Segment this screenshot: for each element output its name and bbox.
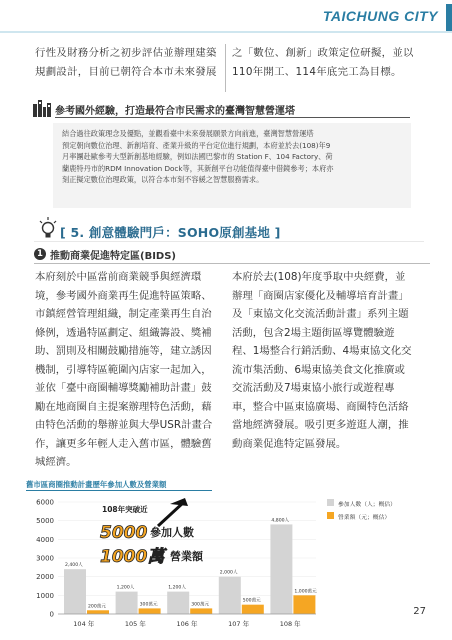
top-text-right-line: 110年開工、114年底完工為目標。: [232, 66, 402, 78]
y-tick-label: 6000: [36, 498, 54, 507]
header-accent-bar: [446, 4, 452, 32]
top-text-left: [35, 44, 223, 82]
right-line: 本府於去(108)年度爭取中央經費，並: [232, 271, 406, 283]
bar-chart: [20, 496, 320, 634]
right-line: 動商業促進特定區發展。: [232, 437, 347, 450]
section-title: [ 5. 創意體驗門戶：SOHO原創基地 ]: [60, 225, 281, 240]
legend-swatch-people: [327, 499, 334, 506]
right-line: 車，整合中區東協廣場、商圈特色活絡: [232, 400, 409, 413]
page-number: 27: [413, 606, 426, 617]
x-tick-label: 106 年: [176, 620, 198, 628]
legend-swatch-revenue: [327, 512, 334, 519]
y-tick-label: 4000: [36, 535, 54, 544]
left-line: 並依「臺中商圈輔導獎勵補助計畫」鼓: [35, 382, 212, 394]
info-line: 蘭鹿特丹市的RDM Innovation Dock等，其新創平台功能值得臺中借鏡參考；本府亦: [62, 163, 334, 173]
bar-revenue: [87, 610, 109, 614]
left-line: 由特色活動的舉辦並與大學USR計畫合: [35, 419, 213, 431]
info-heading-rule: [55, 117, 410, 118]
right-line: 交流活動及7場東協小旅行或遊程專: [232, 382, 395, 394]
x-tick-label: 105 年: [124, 620, 146, 628]
bar-people: [64, 569, 86, 614]
right-line: 辦理「商圈店家優化及輔導培育計畫」: [232, 289, 409, 302]
info-line: 結合過往政策理念及優點，並觀看臺中未來發展願景方向前進，臺灣智慧營運塔: [62, 129, 314, 138]
bar-people: [219, 577, 241, 614]
info-text: [62, 128, 404, 186]
bar-label-revenue: 500萬元: [242, 598, 261, 604]
header-rule: [0, 31, 452, 33]
top-text-left-line: 規劃設計，目前已朝符合本市未來發展: [35, 66, 217, 78]
bar-revenue: [293, 595, 315, 614]
info-line: 月率團赴歐參考大型新創基地經驗，例如法國巴黎市的 Station F、104 Factory、荷: [62, 152, 333, 161]
y-tick-label: 2000: [36, 573, 54, 582]
left-column: [35, 268, 225, 472]
bar-revenue: [190, 608, 212, 614]
right-line: 流市集活動、6場東協美食文化推廣或: [232, 363, 405, 376]
y-tick-label: 3000: [36, 554, 54, 563]
left-line: 助、罰則及相關鼓勵措施等，建立誘因: [35, 345, 212, 357]
chart-title-rule: [26, 490, 212, 491]
bar-label-people: 4,800人: [271, 518, 290, 524]
callout-big2: 1000萬: [100, 547, 165, 567]
x-tick-label: 104 年: [73, 620, 95, 628]
callout-suffix2: 營業額: [170, 550, 203, 563]
chart-callout: [100, 498, 204, 567]
right-line: 當地經濟發展。吸引更多遊逛人潮，推: [232, 419, 409, 431]
chart-title: 舊市區商圈推動計畫歷年參加人數及營業額: [26, 480, 167, 489]
top-text-right: [232, 44, 422, 82]
bar-label-people: 1,200人: [168, 585, 186, 591]
left-line: 境，參考國外商業再生促進特區策略、: [35, 289, 212, 302]
lightbulb-icon: [38, 217, 58, 241]
subsection-number: 1: [34, 248, 46, 260]
column-divider: [225, 44, 226, 92]
left-line: 本府刻於中區當前商業競爭與經濟環: [35, 271, 202, 283]
section-rule: [34, 241, 424, 242]
legend-label-people: 參加人數（人；概估）: [338, 502, 396, 508]
skyline-icon: [32, 98, 52, 118]
callout-line1: 108年突破近: [102, 505, 148, 514]
right-line: 程、1場整合行銷活動、4場東協文化交: [232, 345, 412, 357]
bar-people: [270, 524, 292, 614]
y-tick-label: 0: [49, 610, 54, 619]
bar-label-revenue: 200萬元: [88, 604, 106, 610]
subsection-rule: [34, 263, 430, 264]
info-line: 刻正擬定數位治理政策，以符合本市刻不容緩之智慧服務需求。: [62, 175, 264, 184]
bar-revenue: [139, 608, 161, 614]
arrow-shaft: [158, 502, 184, 526]
left-line: 勵在地商圈自主提案辦理特色活動，藉: [35, 400, 212, 413]
bar-revenue: [242, 605, 264, 614]
bar-people: [116, 592, 138, 614]
left-line: 作，讓更多年輕人走入舊市區，體驗舊: [35, 437, 212, 450]
right-line: 活動，包含2場主題街區導覽體驗遊: [232, 326, 395, 339]
bar-people: [167, 592, 189, 614]
left-line: 條例，透過特區劃定、組織籌設、獎補: [35, 326, 212, 339]
callout-big1: 5000: [100, 523, 148, 543]
right-column: [232, 268, 422, 453]
x-tick-label: 108 年: [279, 620, 301, 628]
left-line: 機制，引導特區範圍內店家一起加入，: [35, 363, 212, 376]
bar-label-people: 1,200人: [116, 585, 135, 591]
left-line: 市鎮經營管理組織，制定產業再生自治: [35, 308, 212, 320]
legend-label-revenue: 營業額（元；概估）: [338, 515, 391, 521]
info-line: 預定朝向數位治理、新創培育、產業升級的平台定位進行規劃，本府並於去(108)年9: [62, 140, 331, 150]
right-line: 及「東協文化交流活動計畫」系列主題: [232, 308, 409, 320]
y-tick-label: 1000: [36, 591, 54, 600]
bar-label-people: 2,000人: [219, 570, 238, 576]
bar-label-people: 2,400人: [65, 563, 83, 569]
info-heading: 參考國外經驗，打造最符合市民需求的臺灣智慧營運塔: [55, 106, 295, 117]
top-text-right-line: 之「數位、創新」政策定位研擬，並以: [232, 47, 414, 59]
bar-label-revenue: 1,000萬元: [294, 589, 317, 595]
left-line: 城經濟。: [35, 456, 77, 468]
bar-label-revenue: 300萬元: [191, 602, 210, 608]
subsection-title: 推動商業促進特定區(BIDS): [50, 251, 176, 262]
bar-label-revenue: 300萬元: [139, 602, 158, 608]
x-tick-label: 107 年: [228, 620, 250, 628]
callout-suffix1: 參加人數: [150, 526, 194, 539]
brand-title: TAICHUNG CITY: [322, 8, 438, 24]
top-text-left-line: 行性及財務分析之初步評估並辦理建築: [35, 47, 217, 59]
y-tick-label: 5000: [36, 517, 54, 526]
